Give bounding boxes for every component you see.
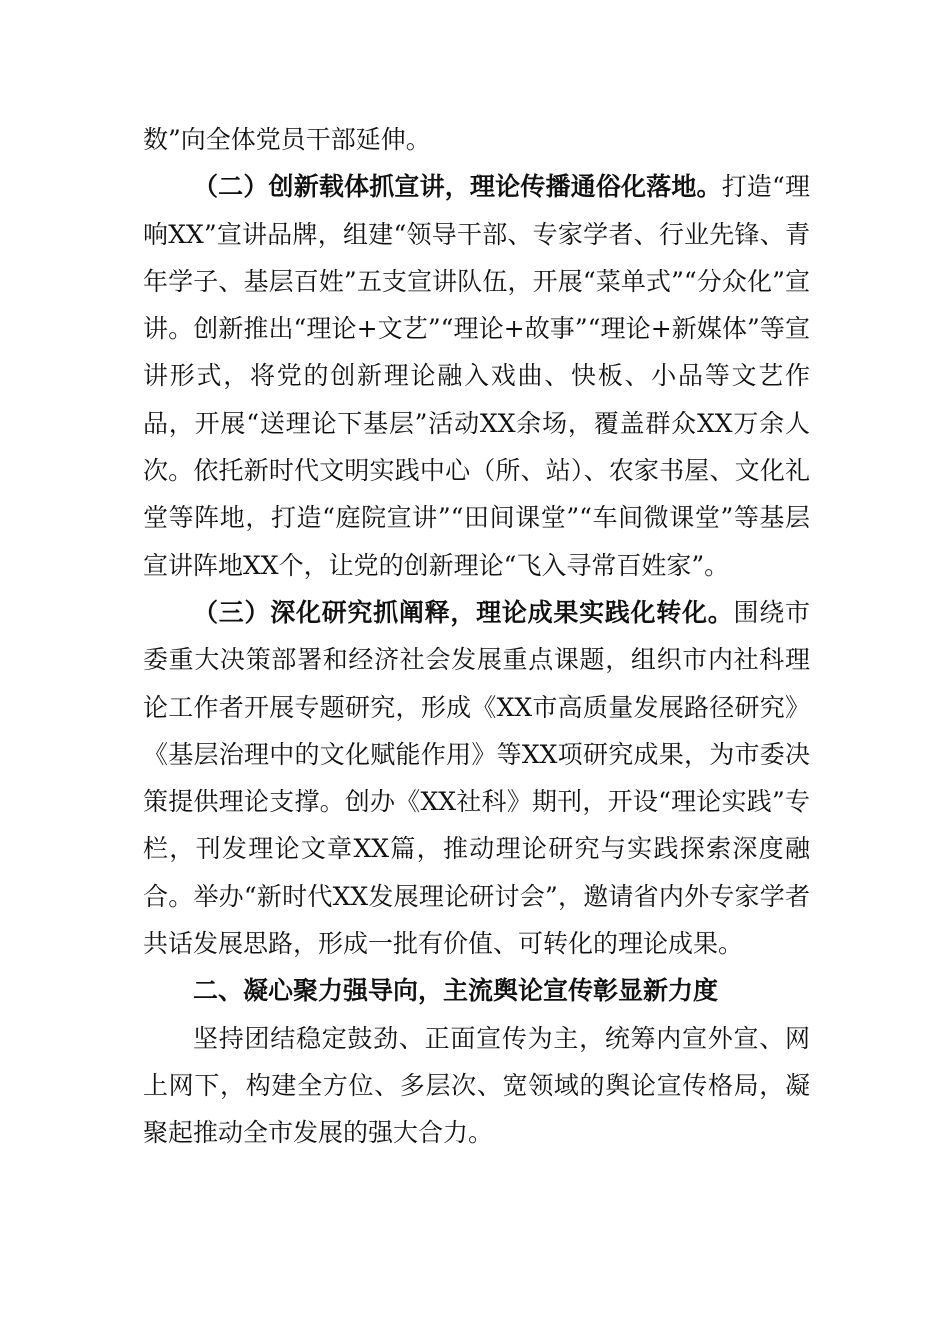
continuation-paragraph: 数”向全体党员干部延伸。 [143,125,431,154]
paragraph-section-3 [143,589,810,967]
section-3-lead: （三）深化研究抓阐释，理论成果实践化转化。 [193,597,734,627]
heading-part-2: 二、凝心聚力强导向，主流舆论宣传彰显新力度 [193,976,719,1006]
section-2-lead: （二）创新载体抓宣讲，理论传播通俗化落地。 [193,172,722,202]
paragraph-part-2-intro: 坚持团结稳定鼓劲、正面宣传为主，统筹内宣外宣、网上网下，构建全方位、多层次、宽领域的舆论宣传格局，凝聚起推动全市发展的强大合力。 [143,1023,810,1148]
section-3-body: 围绕市委重大决策部署和经济社会发展重点课题，组织市内社科理论工作者开展专题研究，形成《XX市高质量发展路径研究》《基层治理中的文化赋能作用》等XX项研究成果，为市委决策提供理论支撑。创办《XX社科》期刊，开设“理论实践”专栏，刊发理论文章XX篇，推动理论研究与实践探索深度融合。举办“新时代XX发展理论研讨会”，邀请省内外专家学者共话发展思路，形成一批有价值、可转化的理论成果。 [143,597,810,959]
section-2-body: 打造“理响XX”宣讲品牌，组建“领导干部、专家学者、行业先锋、青年学子、基层百姓”五支宣讲队伍，开展“菜单式”“分众化”宣讲。创新推出“理论+文艺”“理论+故事”“理论+新媒体”等宣讲形式，将党的创新理论融入戏曲、快板、小品等文艺作品，开展“送理论下基层”活动XX余场，覆盖群众XX万余人次。依托新时代文明实践中心（所、站）、农家书屋、文化礼堂等阵地，打造“庭院宣讲”“田间课堂”“车间微课堂”等基层宣讲阵地XX个，让党的创新理论“飞入寻常百姓家”。 [143,172,810,580]
document-body [143,116,810,1157]
paragraph-section-2 [143,163,810,589]
